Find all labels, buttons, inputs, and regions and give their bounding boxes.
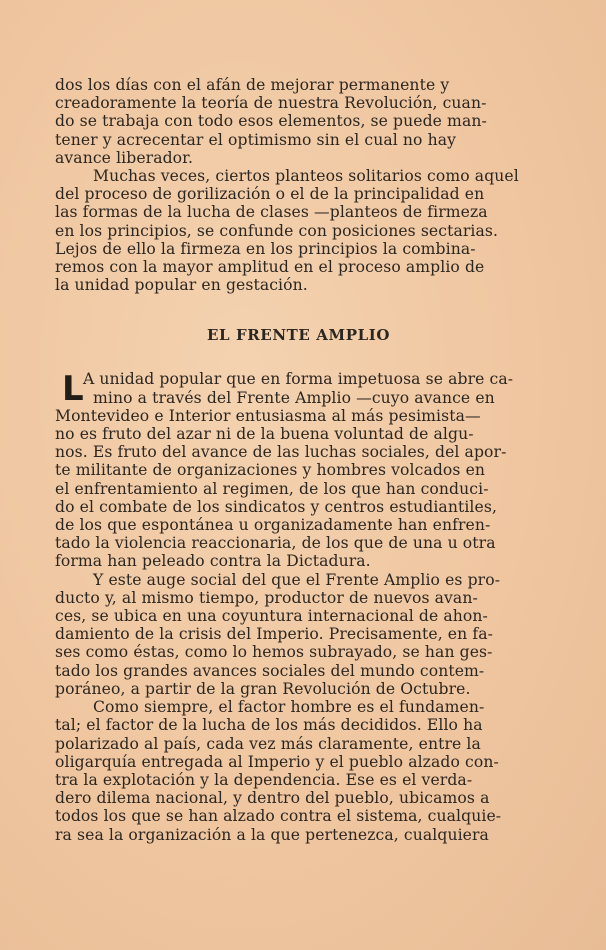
text-line: do el combate de los sindicatos y centros estudiantiles,: [55, 497, 498, 516]
text-line: mino a través del Frente Amplio —cuyo avance en: [93, 388, 495, 407]
paragraph-planteos: [55, 167, 572, 294]
text-line: dos los días con el afán de mejorar permanente y: [55, 76, 450, 94]
text-line: te militante de organizaciones y hombres volcados en: [55, 461, 486, 480]
text-line: creadoramente la teoría de nuestra Revolución, cuan-: [55, 94, 487, 113]
text-line: dero dilema nacional, y dentro del pueblo, ubicamos a: [55, 789, 490, 808]
text-line: la unidad popular en gestación.: [55, 276, 308, 295]
text-line: ces, se ubica en una coyuntura internacional de ahon-: [55, 607, 488, 626]
text-line: polarizado al país, cada vez más claramente, entre la: [55, 734, 481, 753]
text-line: en los principios, se confunde con posiciones sectarias.: [55, 221, 499, 240]
section-heading: EL FRENTE AMPLIO: [206, 326, 391, 345]
drop-cap: L: [62, 369, 84, 410]
paragraph-auge-social: [55, 571, 572, 698]
text-line: poráneo, a partir de la gran Revolución de Octubre.: [55, 679, 471, 698]
text-line: tra la explotación y la dependencia. Ese es el verda-: [55, 770, 473, 789]
text-line: do se trabaja con todo esos elementos, se puede man-: [55, 112, 487, 131]
text-line: avance liberador.: [55, 148, 194, 167]
text-line: del proceso de gorilización o el de la principalidad en: [55, 185, 485, 204]
text-line: remos con la mayor amplitud en el proceso amplio de: [55, 258, 485, 277]
text-line: todos los que se han alzado contra el sistema, cualquie-: [55, 807, 502, 826]
text-line: tener y acrecentar el optimismo sin el cual no hay: [55, 130, 457, 149]
text-line: oligarquía entregada al Imperio y el pueblo alzado con-: [55, 752, 499, 771]
text-line: Como siempre, el factor hombre es el fundamen-: [93, 698, 485, 717]
text-line: Y este auge social del que el Frente Amplio es pro-: [93, 570, 501, 589]
text-line: tado los grandes avances sociales del mundo contem-: [55, 661, 485, 680]
text-line: de los que espontánea u organizadamente han enfren-: [55, 516, 491, 535]
text-line: damiento de la crisis del Imperio. Precisamente, en fa-: [55, 625, 493, 644]
text-line: no es fruto del azar ni de la buena voluntad de algu-: [55, 425, 474, 444]
text-line: ra sea la organización a la que pertenezca, cualquiera: [55, 825, 489, 844]
paragraph-continuation: [55, 76, 572, 167]
text-line: tado la violencia reaccionaria, de los que de una u otra: [55, 534, 496, 553]
text-line: nos. Es fruto del avance de las luchas sociales, del apor-: [55, 443, 507, 462]
text-line: Muchas veces, ciertos planteos solitarios como aquel: [93, 167, 519, 186]
text-line: Lejos de ello la firmeza en los principios la combina-: [55, 239, 476, 258]
text-line: las formas de la lucha de clases —planteos de firmeza: [55, 203, 488, 222]
text-line: forma han peleado contra la Dictadura.: [55, 552, 371, 571]
text-line: ses como éstas, como lo hemos subrayado, se han ges-: [55, 643, 493, 662]
paragraph-factor-hombre: [55, 698, 572, 844]
paragraph-unidad-popular: [55, 370, 572, 570]
text-line: Montevideo e Interior entusiasma al más pesimista—: [55, 406, 481, 425]
text-line: ducto y, al mismo tiempo, productor de nuevos avan-: [55, 588, 478, 607]
text-line: A unidad popular que en forma impetuosa se abre ca-: [83, 370, 514, 389]
text-line: tal; el factor de la lucha de los más decididos. Ello ha: [55, 716, 483, 735]
text-line: el enfrentamiento al regimen, de los que han conduci-: [55, 479, 489, 498]
